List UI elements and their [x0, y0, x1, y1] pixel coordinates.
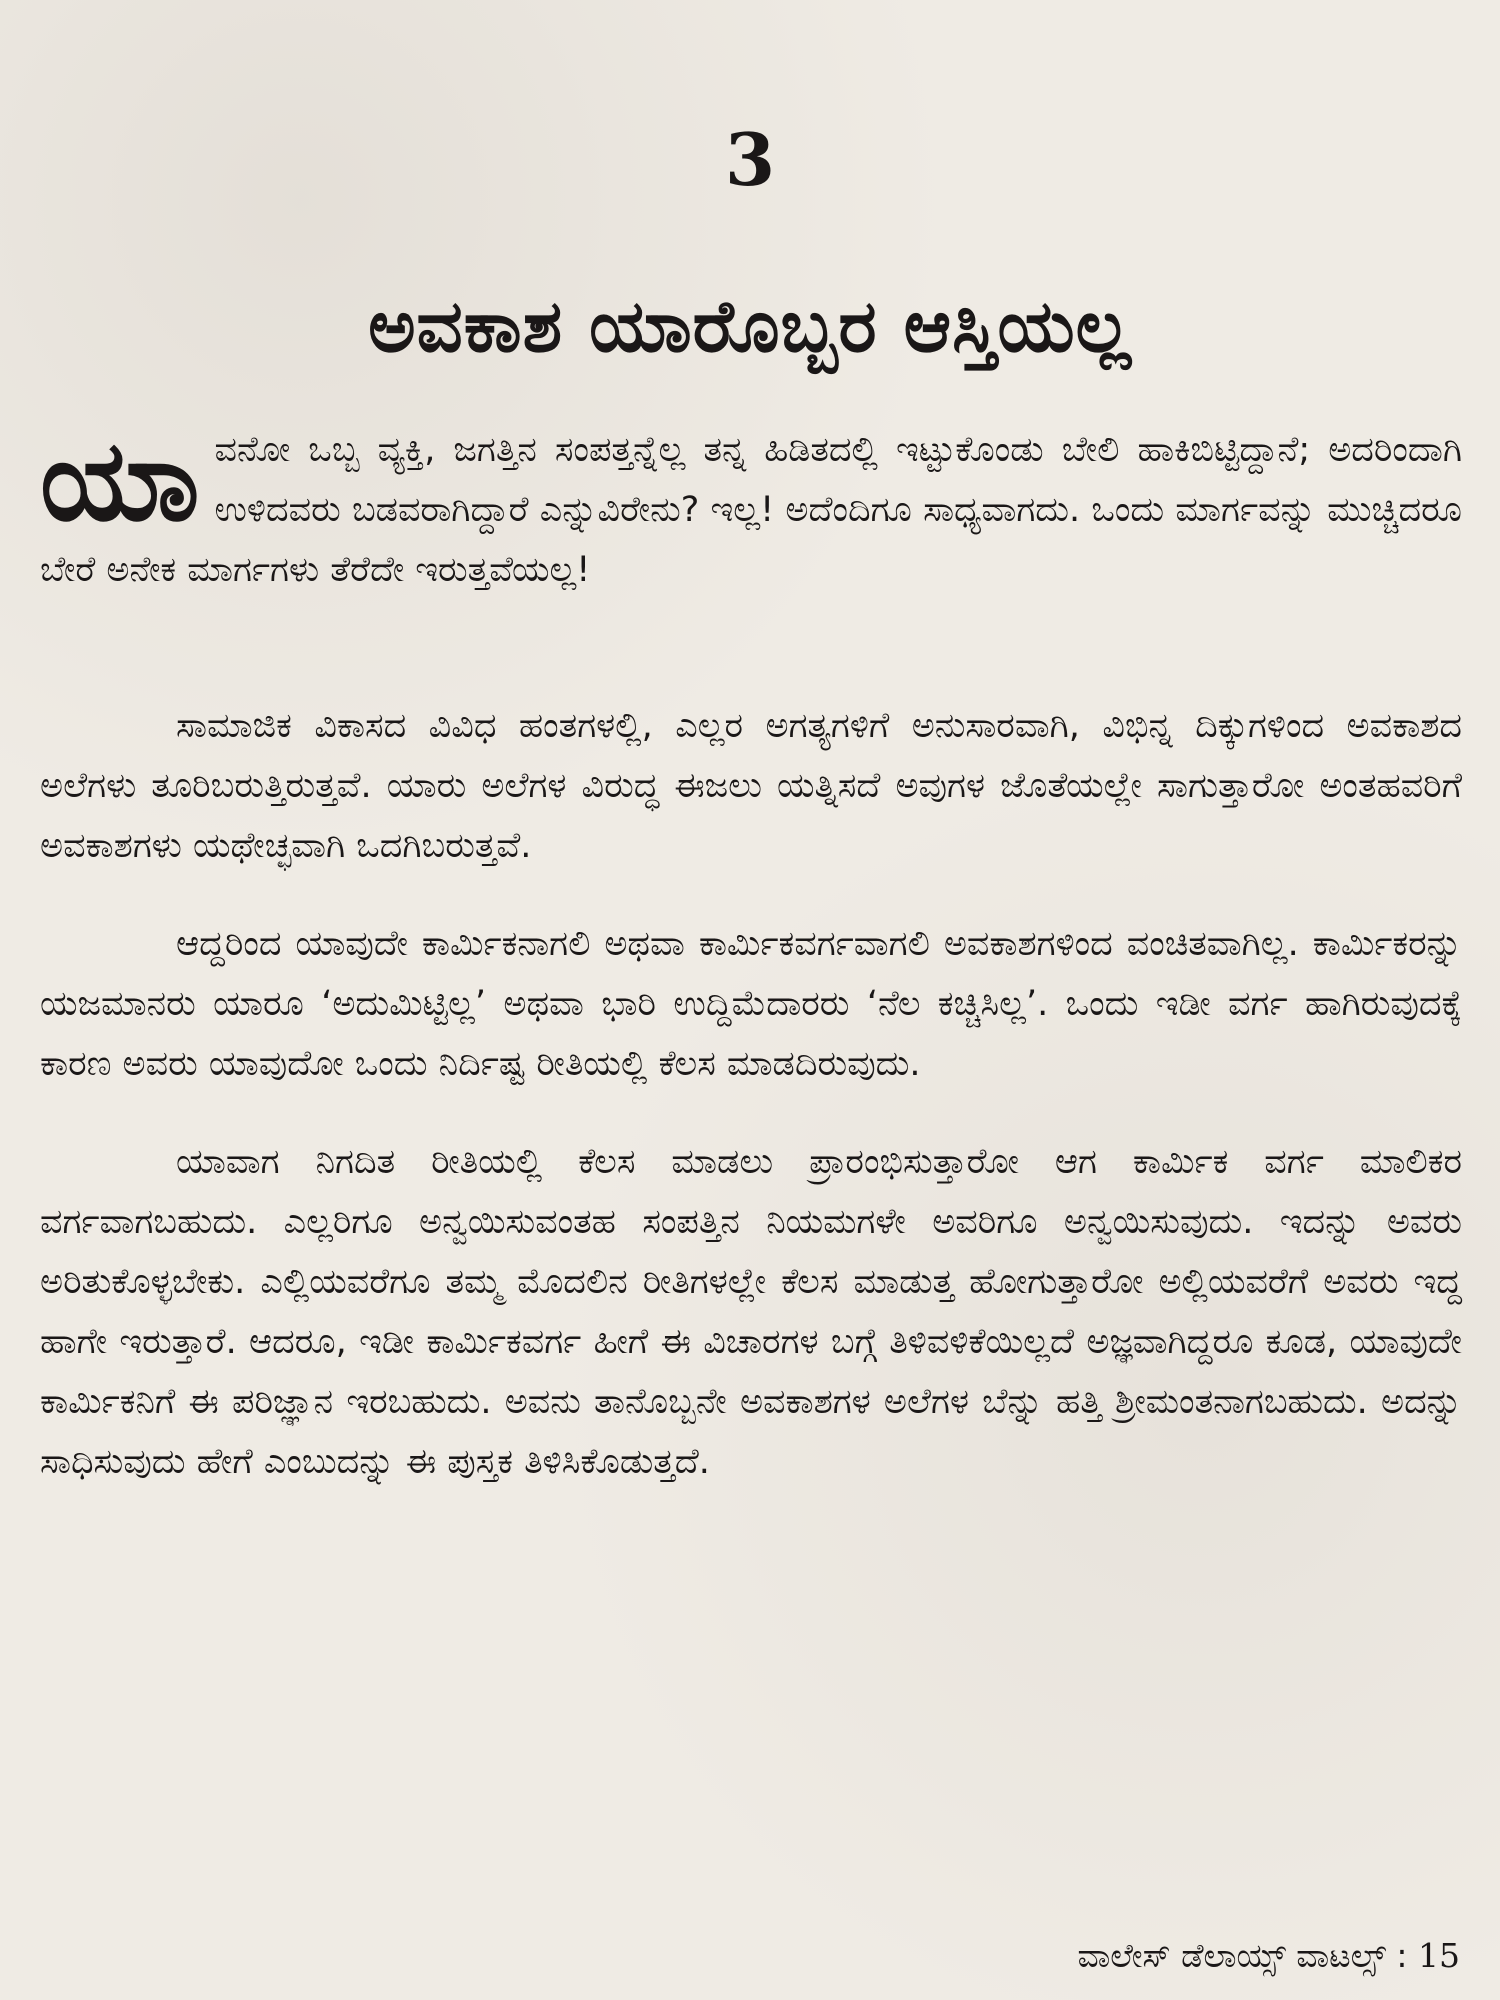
chapter-number: 3 — [724, 117, 776, 202]
chapter-content — [40, 416, 1462, 1530]
paragraph: ಯಾವಾಗ ನಿಗದಿತ ರೀತಿಯಲ್ಲಿ ಕೆಲಸ ಮಾಡಲು ಪ್ರಾರಂಭಿಸುತ್ತಾರೋ ಆಗ ಕಾರ್ಮಿಕ ವರ್ಗ ಮಾಲಿಕರ ವರ್ಗವಾಗಬಹುದು. ಎಲ್ಲರಿಗೂ ಅನ್ವಯಿಸುವಂತಹ ಸಂಪತ್ತಿನ ನಿಯಮಗಳೇ ಅವರಿಗೂ ಅನ್ವಯಿಸುವುದು. ಇದನ್ನು ಅವರು ಅರಿತುಕೊಳ್ಳಬೇಕು. ಎಲ್ಲಿಯವರೆಗೂ ತಮ್ಮ ಮೊದಲಿನ ರೀತಿಗಳಲ್ಲೇ ಕೆಲಸ ಮಾಡುತ್ತ ಹೋಗುತ್ತಾರೋ ಅಲ್ಲಿಯವರೆಗೆ ಅವರು ಇದ್ದ ಹಾಗೇ ಇರುತ್ತಾರೆ. ಆದರೂ, ಇಡೀ ಕಾರ್ಮಿಕವರ್ಗ ಹೀಗೆ ಈ ವಿಚಾರಗಳ ಬಗ್ಗೆ ತಿಳಿವಳಿಕೆಯಿಲ್ಲದೆ ಅಜ್ಞವಾಗಿದ್ದರೂ ಕೂಡ, ಯಾವುದೇ ಕಾರ್ಮಿಕನಿಗೆ ಈ ಪರಿಜ್ಞಾನ ಇರಬಹುದು. ಅವನು ತಾನೊಬ್ಬನೇ ಅವಕಾಶಗಳ ಅಲೆಗಳ ಬೆನ್ನು ಹತ್ತಿ ಶ್ರೀಮಂತನಾಗಬಹುದು. ಅದನ್ನು ಸಾಧಿಸುವುದು ಹೇಗೆ ಎಂಬುದನ್ನು ಈ ಪುಸ್ತಕ ತಿಳಿಸಿಕೊಡುತ್ತದೆ. — [40, 1142, 1462, 1482]
footer-author: ವಾಲೇಸ್ ಡೆಲಾಯ್ಸ್ ವಾಟಲ್ಸ್ — [1077, 1936, 1386, 1975]
lead-paragraph — [40, 416, 1462, 658]
chapter-title: ಅವಕಾಶ ಯಾರೊಬ್ಬರ ಆಸ್ತಿಯಲ್ಲ — [368, 284, 1132, 368]
page-number: 15 — [1418, 1936, 1460, 1975]
drop-cap: ಯಾ — [40, 416, 197, 546]
lead-paragraph-text: ವನೋ ಒಬ್ಬ ವ್ಯಕ್ತಿ, ಜಗತ್ತಿನ ಸಂಪತ್ತನ್ನೆಲ್ಲ ತನ್ನ ಹಿಡಿತದಲ್ಲಿ ಇಟ್ಟುಕೊಂಡು ಬೇಲಿ ಹಾಕಿಬಿಟ್ಟಿದ್ದಾನೆ; ಅದರಿಂದಾಗಿ ಉಳಿದವರು ಬಡವರಾಗಿದ್ದಾರೆ ಎನ್ನುವಿರೇನು? ಇಲ್ಲ! ಅದೆಂದಿಗೂ ಸಾಧ್ಯವಾಗದು. ಒಂದು ಮಾರ್ಗವನ್ನು ಮುಚ್ಚಿದರೂ ಬೇರೆ ಅನೇಕ ಮಾರ್ಗಗಳು ತೆರೆದೇ ಇರುತ್ತವೆಯಲ್ಲ! — [40, 430, 1462, 590]
page-footer — [1077, 1936, 1460, 1975]
footer-separator: : — [1396, 1936, 1418, 1975]
paragraph: ಸಾಮಾಜಿಕ ವಿಕಾಸದ ವಿವಿಧ ಹಂತಗಳಲ್ಲಿ, ಎಲ್ಲರ ಅಗತ್ಯಗಳಿಗೆ ಅನುಸಾರವಾಗಿ, ವಿಭಿನ್ನ ದಿಕ್ಕುಗಳಿಂದ ಅವಕಾಶದ ಅಲೆಗಳು ತೂರಿಬರುತ್ತಿರುತ್ತವೆ. ಯಾರು ಅಲೆಗಳ ವಿರುದ್ಧ ಈಜಲು ಯತ್ನಿಸದೆ ಅವುಗಳ ಜೊತೆಯಲ್ಲೇ ಸಾಗುತ್ತಾರೋ ಅಂತಹವರಿಗೆ ಅವಕಾಶಗಳು ಯಥೇಚ್ಛವಾಗಿ ಒದಗಿಬರುತ್ತವೆ. — [40, 706, 1462, 866]
paragraph: ಆದ್ದರಿಂದ ಯಾವುದೇ ಕಾರ್ಮಿಕನಾಗಲಿ ಅಥವಾ ಕಾರ್ಮಿಕವರ್ಗವಾಗಲಿ ಅವಕಾಶಗಳಿಂದ ವಂಚಿತವಾಗಿಲ್ಲ. ಕಾರ್ಮಿಕರನ್ನು ಯಜಮಾನರು ಯಾರೂ ‘ಅದುಮಿಟ್ಟಿಲ್ಲ’ ಅಥವಾ ಭಾರಿ ಉದ್ದಿಮೆದಾರರು ‘ನೆಲ ಕಚ್ಚಿಸಿಲ್ಲ’. ಒಂದು ಇಡೀ ವರ್ಗ ಹಾಗಿರುವುದಕ್ಕೆ ಕಾರಣ ಅವರು ಯಾವುದೋ ಒಂದು ನಿರ್ದಿಷ್ಟ ರೀತಿಯಲ್ಲಿ ಕೆಲಸ ಮಾಡದಿರುವುದು. — [40, 924, 1462, 1084]
